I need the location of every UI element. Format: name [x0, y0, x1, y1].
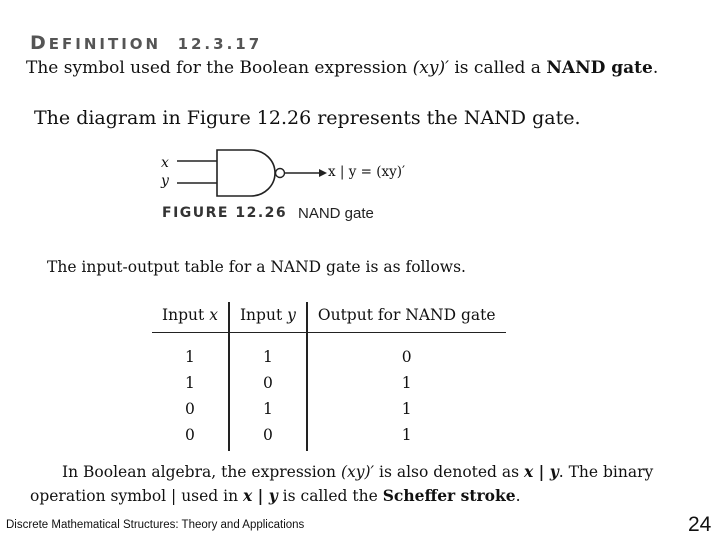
paragraph-line-1 — [30, 460, 653, 484]
cell-output: 1 — [401, 400, 412, 418]
definition-expression: (xy)′ — [412, 58, 449, 78]
table-row — [152, 396, 506, 422]
cell-x: 0 — [152, 396, 229, 422]
nand-gate-body — [217, 150, 275, 196]
definition-heading-word: EFINITION — [48, 35, 162, 53]
header-input-x-text: Input — [162, 306, 205, 324]
paragraph-text: is also denoted as — [379, 463, 520, 481]
figure-caption: NAND gate — [298, 205, 374, 222]
gate-input-x-label: x — [161, 155, 169, 171]
definition-number: 12.3.17 — [177, 35, 263, 53]
definition-text — [26, 58, 658, 78]
table-intro: The input-output table for a NAND gate is as follows. — [47, 258, 466, 276]
header-input-x — [152, 302, 229, 333]
nand-truth-table — [152, 302, 506, 451]
cell-y: 0 — [229, 422, 307, 451]
header-input-y — [229, 302, 307, 333]
paragraph-expression: (xy)′ — [340, 463, 375, 481]
cell-output: 0 — [401, 348, 412, 366]
cell-y: 1 — [229, 396, 307, 422]
table-row — [152, 370, 506, 396]
cell-x: 0 — [152, 422, 229, 451]
paragraph-text: . The binary — [558, 463, 654, 481]
figure-intro: The diagram in Figure 12.26 represents the NAND gate. — [34, 107, 581, 129]
header-input-y-text: Input — [239, 306, 283, 324]
cell-y: 0 — [229, 370, 307, 396]
definition-text-mid: is called a — [454, 58, 541, 78]
paragraph-stroke-expression: x | y — [243, 486, 278, 505]
paragraph-text: In Boolean algebra, the expression — [62, 463, 336, 481]
cell-output: 1 — [401, 374, 412, 392]
definition-term: NAND gate — [546, 58, 653, 78]
inversion-bubble — [276, 169, 285, 178]
scheffer-paragraph — [30, 460, 653, 508]
definition-heading-initial: D — [30, 32, 49, 54]
definition-text-end: . — [652, 58, 659, 78]
paragraph-text: is called the — [282, 487, 378, 505]
definition-heading — [30, 32, 262, 54]
paragraph-line-2 — [30, 484, 653, 508]
paragraph-text: operation symbol | used in — [30, 487, 239, 505]
cell-output: 1 — [401, 426, 412, 444]
book-title-footer: Discrete Mathematical Structures: Theory and Applications — [6, 519, 305, 531]
paragraph-text: . — [515, 487, 521, 505]
header-input-x-var: x — [209, 306, 218, 324]
table-row — [152, 333, 506, 371]
page-number: 24 — [688, 513, 712, 536]
header-output: Output for NAND gate — [317, 306, 496, 324]
cell-x: 1 — [152, 333, 229, 371]
figure-label: FIGURE 12.26 — [162, 205, 288, 221]
definition-text-pre: The symbol used for the Boolean expression — [26, 58, 408, 78]
cell-y: 1 — [229, 333, 307, 371]
gate-input-y-label: y — [161, 173, 169, 189]
header-input-y-var: y — [287, 306, 296, 324]
paragraph-stroke-expression: x | y — [524, 462, 559, 481]
gate-output-label: x | y = (xy)′ — [328, 164, 406, 180]
table-header-row — [152, 302, 506, 333]
cell-x: 1 — [152, 370, 229, 396]
nand-gate-diagram — [155, 148, 330, 203]
scheffer-stroke-term: Scheffer stroke — [382, 486, 516, 505]
output-arrowhead — [319, 169, 327, 177]
table-row — [152, 422, 506, 451]
